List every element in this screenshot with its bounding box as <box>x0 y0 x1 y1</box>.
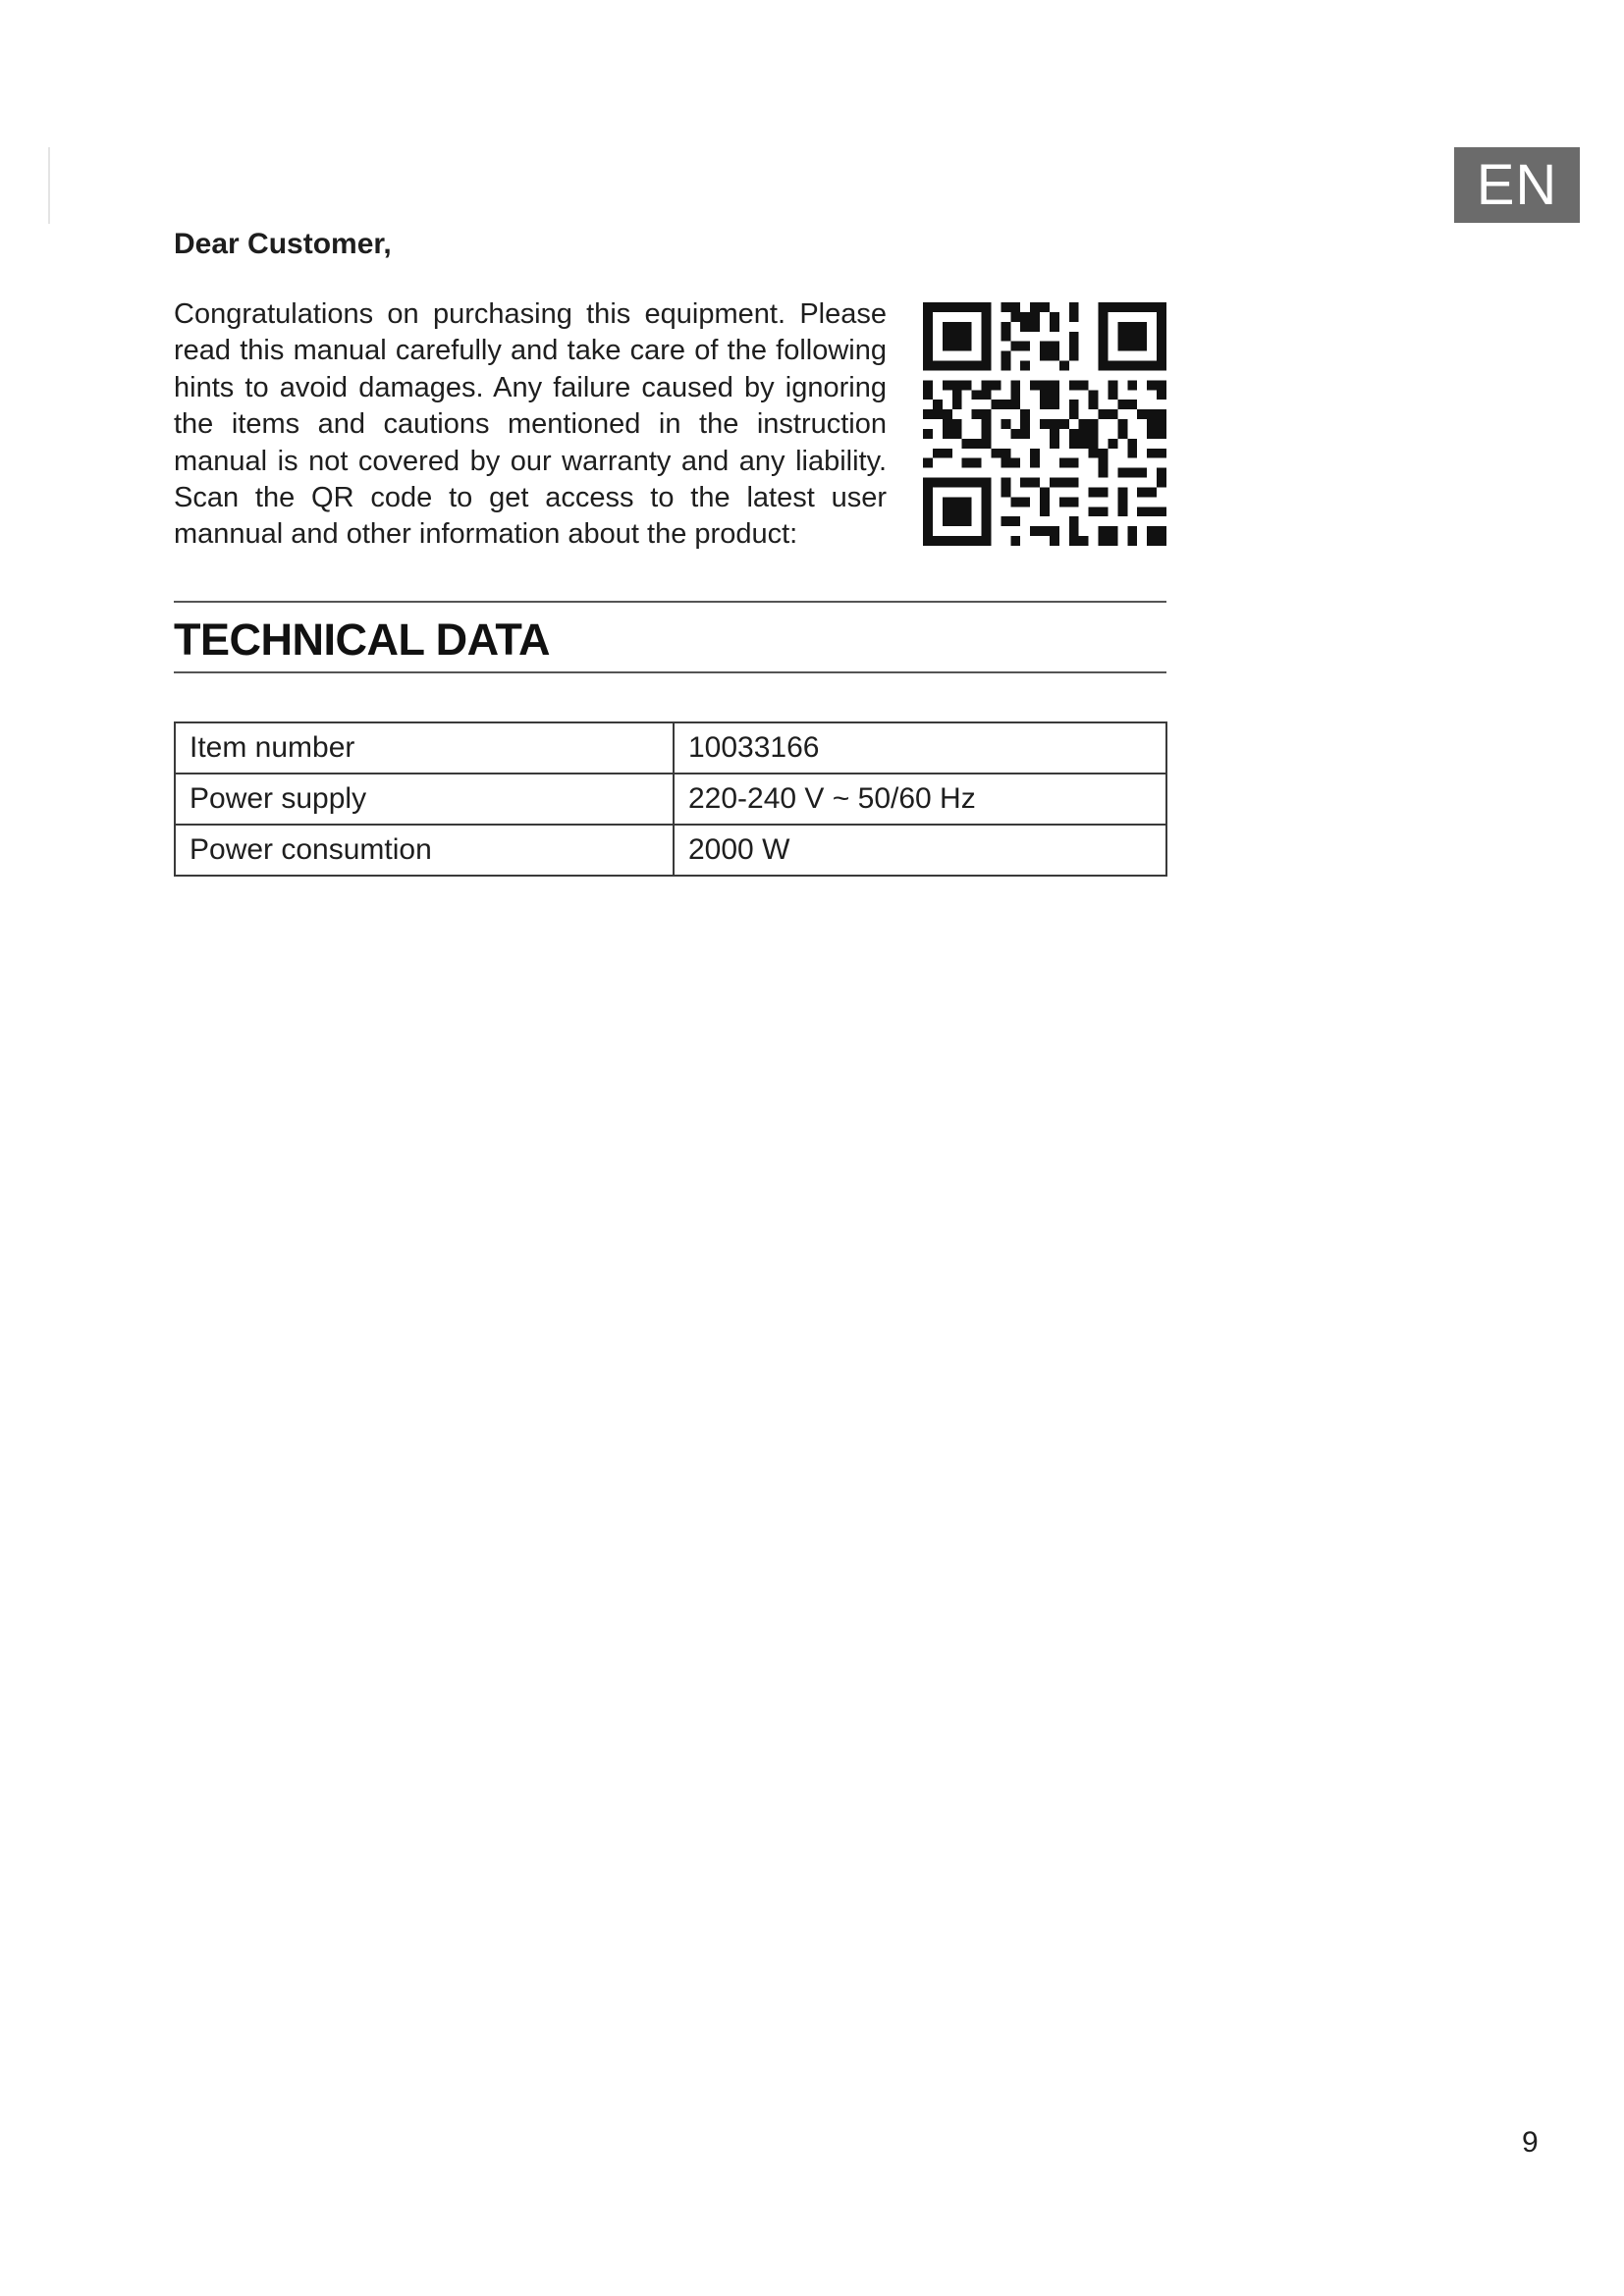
technical-data-table <box>174 721 1167 877</box>
table-row <box>175 722 1166 774</box>
margin-rule <box>48 147 50 224</box>
section-rule-bottom <box>174 671 1166 673</box>
spec-label: Power supply <box>175 774 674 825</box>
section-title: TECHNICAL DATA <box>174 614 550 665</box>
greeting-heading: Dear Customer, <box>174 228 392 260</box>
table-row <box>175 774 1166 825</box>
qr-code-icon <box>923 302 1166 546</box>
spec-value: 10033166 <box>674 722 1166 774</box>
spec-label: Item number <box>175 722 674 774</box>
spec-label: Power consumtion <box>175 825 674 876</box>
table-row <box>175 825 1166 876</box>
language-badge: EN <box>1454 147 1580 223</box>
section-rule-top <box>174 601 1166 603</box>
intro-paragraph: Congratulations on purchasing this equipment. Please read this manual carefully and take care of the following hints to avoid damages. Any failure caused by ignoring the items and cautions mentioned in the instruction manual is not covered by our warranty and any liability. Scan the QR code to get access to the latest user mannual and other information about the product: <box>174 298 887 551</box>
spec-value: 2000 W <box>674 825 1166 876</box>
spec-value: 220-240 V ~ 50/60 Hz <box>674 774 1166 825</box>
page-number: 9 <box>1522 2126 1539 2159</box>
